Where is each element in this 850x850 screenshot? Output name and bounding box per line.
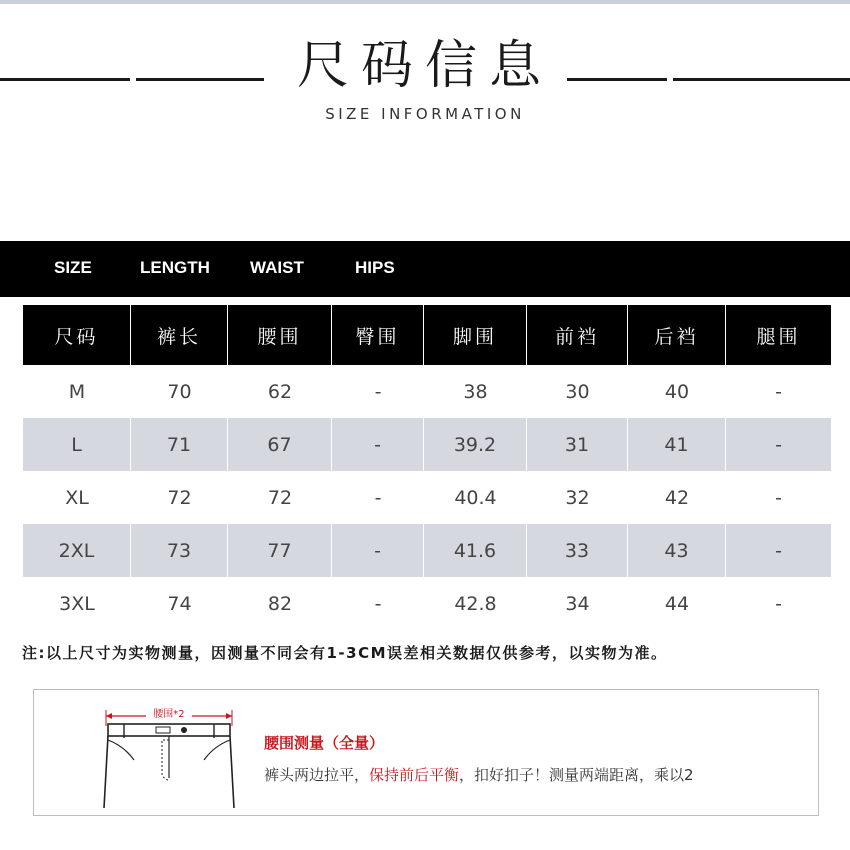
table-cell: 40 xyxy=(664,380,690,403)
table-cell: - xyxy=(775,592,782,615)
table-cell: 77 xyxy=(228,524,332,577)
table-cell: - xyxy=(775,539,782,562)
waist-measure-panel xyxy=(33,689,819,816)
measure-description xyxy=(264,764,694,785)
column-header: 臀围 xyxy=(332,305,424,365)
table-cell: 38 xyxy=(463,380,488,403)
banner-label-size: SIZE xyxy=(54,258,92,277)
size-table xyxy=(23,305,831,630)
column-header: 腿围 xyxy=(756,325,801,348)
measure-title: 腰围测量（全量） xyxy=(264,734,385,752)
table-cell: 43 xyxy=(628,524,726,577)
table-cell: 70 xyxy=(167,380,192,403)
table-row xyxy=(23,471,831,524)
page-title: 尺码信息 xyxy=(296,36,553,96)
header-rule-left xyxy=(0,78,130,81)
table-row xyxy=(23,418,831,471)
table-cell: - xyxy=(332,418,424,471)
table-cell: XL xyxy=(65,486,89,509)
table-cell: 73 xyxy=(131,524,228,577)
table-cell: 72 xyxy=(167,486,192,509)
diagram-label: 腰围*2 xyxy=(153,709,185,720)
column-header: 脚围 xyxy=(424,305,527,365)
measure-desc-part1: 裤头两边拉平， xyxy=(264,766,370,784)
table-cell: 40.4 xyxy=(454,486,497,509)
pants-diagram-icon xyxy=(94,696,244,810)
banner-label-waist: WAIST xyxy=(250,258,304,277)
table-cell: 30 xyxy=(565,380,590,403)
table-cell: 3XL xyxy=(59,592,95,615)
measure-desc-part2: ，扣好扣子！测量两端距离，乘以2 xyxy=(459,766,694,784)
measure-desc-highlight: 保持前后平衡 xyxy=(369,766,460,784)
table-row xyxy=(23,577,831,630)
table-cell: 42 xyxy=(664,486,690,509)
table-row xyxy=(23,365,831,418)
table-cell: 32 xyxy=(565,486,590,509)
table-cell: 34 xyxy=(565,592,590,615)
column-header: 尺码 xyxy=(23,305,131,365)
column-header: 后裆 xyxy=(628,305,726,365)
table-cell: 44 xyxy=(664,592,690,615)
table-header-row xyxy=(23,305,831,365)
table-cell: M xyxy=(68,380,86,403)
column-header: 腰围 xyxy=(228,305,332,365)
table-cell: 72 xyxy=(267,486,293,509)
table-cell: 2XL xyxy=(23,524,131,577)
table-cell: 41.6 xyxy=(424,524,527,577)
table-cell: - xyxy=(374,486,382,509)
size-banner xyxy=(0,241,850,297)
banner-label-hips: HIPS xyxy=(355,258,395,277)
table-cell: 31 xyxy=(527,418,628,471)
table-cell: - xyxy=(374,592,382,615)
table-cell: 82 xyxy=(267,592,293,615)
table-row xyxy=(23,524,831,577)
table-cell: 42.8 xyxy=(454,592,497,615)
table-cell: L xyxy=(23,418,131,471)
table-cell: - xyxy=(332,524,424,577)
header-rule-right xyxy=(567,78,667,81)
header-rule-right-2 xyxy=(673,78,850,81)
table-cell: 74 xyxy=(167,592,192,615)
table-cell: 39.2 xyxy=(424,418,527,471)
header-rule-left-2 xyxy=(136,78,264,81)
table-cell: - xyxy=(775,486,782,509)
column-header: 前裆 xyxy=(527,305,628,365)
banner-label-length: LENGTH xyxy=(140,258,210,277)
table-cell: 71 xyxy=(131,418,228,471)
table-cell: - xyxy=(775,380,782,403)
table-cell: - xyxy=(374,380,382,403)
measurement-note: 注:以上尺寸为实物测量，因测量不同会有1-3CM误差相关数据仅供参考，以实物为准。 xyxy=(22,644,668,662)
table-cell: 41 xyxy=(628,418,726,471)
page-subtitle: SIZE INFORMATION xyxy=(325,105,525,123)
table-cell: 67 xyxy=(228,418,332,471)
column-header: 裤长 xyxy=(131,305,228,365)
table-cell: - xyxy=(775,433,782,456)
table-cell: 62 xyxy=(267,380,293,403)
top-border xyxy=(0,0,850,4)
table-cell: 33 xyxy=(527,524,628,577)
